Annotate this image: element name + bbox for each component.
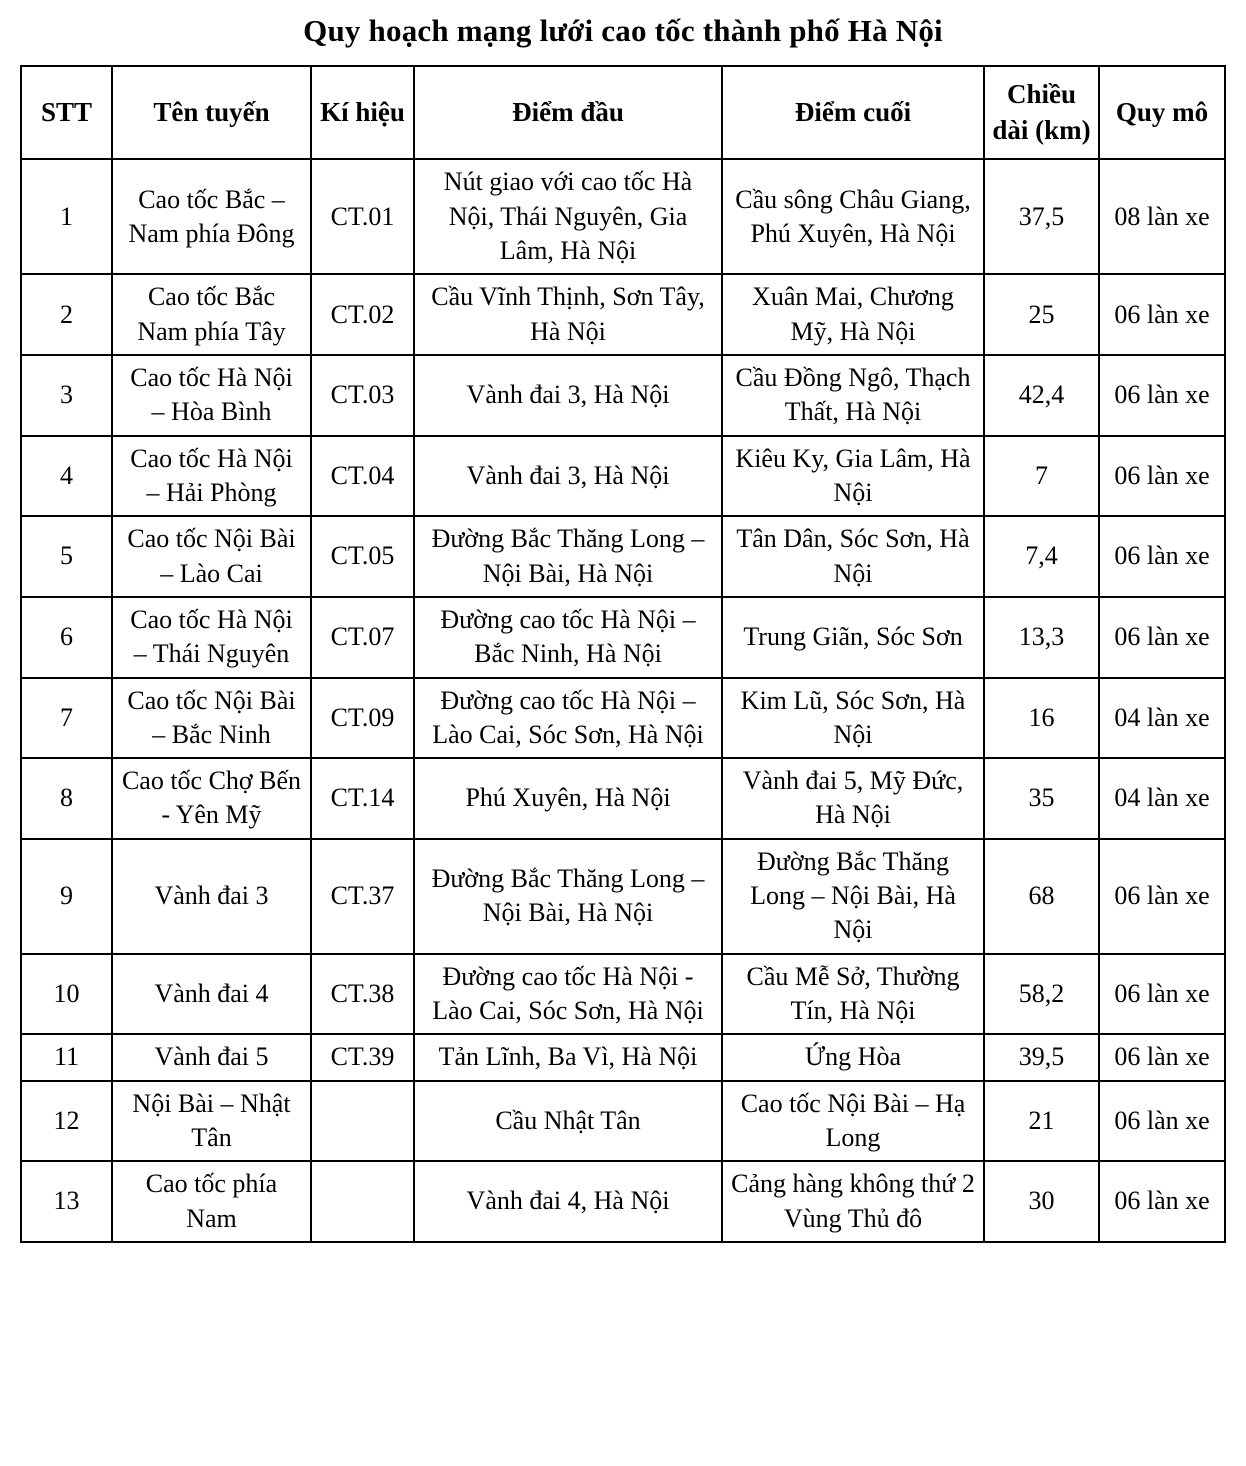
header-ki-hieu: Kí hiệu [311, 66, 414, 159]
table-body [21, 159, 1225, 1241]
table-row [21, 954, 1225, 1035]
cell-diem_cuoi: Trung Giãn, Sóc Sơn [722, 597, 984, 678]
cell-quy_mo: 06 làn xe [1099, 597, 1225, 678]
expressway-table [20, 65, 1226, 1243]
cell-quy_mo: 06 làn xe [1099, 274, 1225, 355]
cell-diem_cuoi: Kiêu Ky, Gia Lâm, Hà Nội [722, 436, 984, 517]
cell-diem_cuoi: Ứng Hòa [722, 1034, 984, 1080]
cell-quy_mo: 06 làn xe [1099, 1081, 1225, 1162]
cell-diem_cuoi: Vành đai 5, Mỹ Đức, Hà Nội [722, 758, 984, 839]
cell-diem_dau: Vành đai 3, Hà Nội [414, 355, 722, 436]
table-row [21, 355, 1225, 436]
table-header [21, 66, 1225, 159]
cell-quy_mo: 06 làn xe [1099, 1034, 1225, 1080]
cell-ten_tuyen: Cao tốc Hà Nội – Hải Phòng [112, 436, 311, 517]
table-row [21, 436, 1225, 517]
cell-ki_hieu: CT.03 [311, 355, 414, 436]
table-row [21, 516, 1225, 597]
cell-ten_tuyen: Cao tốc Bắc Nam phía Tây [112, 274, 311, 355]
cell-stt: 8 [21, 758, 112, 839]
cell-ten_tuyen: Cao tốc Nội Bài – Bắc Ninh [112, 678, 311, 759]
cell-ten_tuyen: Cao tốc Bắc – Nam phía Đông [112, 159, 311, 274]
cell-ki_hieu: CT.02 [311, 274, 414, 355]
cell-ki_hieu: CT.07 [311, 597, 414, 678]
cell-chieu_dai_km: 37,5 [984, 159, 1099, 274]
cell-ten_tuyen: Cao tốc Hà Nội – Thái Nguyên [112, 597, 311, 678]
cell-ten_tuyen: Cao tốc Hà Nội – Hòa Bình [112, 355, 311, 436]
cell-quy_mo: 06 làn xe [1099, 954, 1225, 1035]
cell-diem_dau: Vành đai 4, Hà Nội [414, 1161, 722, 1242]
cell-diem_dau: Nút giao với cao tốc Hà Nội, Thái Nguyên, Gia Lâm, Hà Nội [414, 159, 722, 274]
cell-diem_dau: Vành đai 3, Hà Nội [414, 436, 722, 517]
table-row [21, 758, 1225, 839]
cell-ten_tuyen: Nội Bài – Nhật Tân [112, 1081, 311, 1162]
cell-stt: 13 [21, 1161, 112, 1242]
cell-ki_hieu: CT.38 [311, 954, 414, 1035]
cell-quy_mo: 06 làn xe [1099, 516, 1225, 597]
cell-diem_cuoi: Đường Bắc Thăng Long – Nội Bài, Hà Nội [722, 839, 984, 954]
header-diem-cuoi: Điểm cuối [722, 66, 984, 159]
cell-chieu_dai_km: 42,4 [984, 355, 1099, 436]
cell-stt: 10 [21, 954, 112, 1035]
cell-ten_tuyen: Cao tốc phía Nam [112, 1161, 311, 1242]
cell-diem_dau: Tản Lĩnh, Ba Vì, Hà Nội [414, 1034, 722, 1080]
cell-chieu_dai_km: 30 [984, 1161, 1099, 1242]
cell-diem_cuoi: Xuân Mai, Chương Mỹ, Hà Nội [722, 274, 984, 355]
cell-diem_cuoi: Cầu sông Châu Giang, Phú Xuyên, Hà Nội [722, 159, 984, 274]
cell-diem_dau: Đường Bắc Thăng Long – Nội Bài, Hà Nội [414, 839, 722, 954]
cell-chieu_dai_km: 16 [984, 678, 1099, 759]
cell-stt: 7 [21, 678, 112, 759]
cell-diem_dau: Đường cao tốc Hà Nội - Lào Cai, Sóc Sơn, Hà Nội [414, 954, 722, 1035]
cell-ki_hieu [311, 1081, 414, 1162]
cell-diem_dau: Cầu Nhật Tân [414, 1081, 722, 1162]
table-row [21, 678, 1225, 759]
cell-quy_mo: 08 làn xe [1099, 159, 1225, 274]
cell-ki_hieu [311, 1161, 414, 1242]
cell-diem_cuoi: Cầu Đồng Ngô, Thạch Thất, Hà Nội [722, 355, 984, 436]
cell-ki_hieu: CT.14 [311, 758, 414, 839]
cell-stt: 1 [21, 159, 112, 274]
cell-diem_cuoi: Cầu Mễ Sở, Thường Tín, Hà Nội [722, 954, 984, 1035]
table-row [21, 839, 1225, 954]
cell-diem_cuoi: Cảng hàng không thứ 2 Vùng Thủ đô [722, 1161, 984, 1242]
cell-diem_dau: Đường cao tốc Hà Nội – Lào Cai, Sóc Sơn, Hà Nội [414, 678, 722, 759]
cell-ki_hieu: CT.01 [311, 159, 414, 274]
cell-stt: 6 [21, 597, 112, 678]
cell-diem_dau: Đường cao tốc Hà Nội – Bắc Ninh, Hà Nội [414, 597, 722, 678]
header-quy-mo: Quy mô [1099, 66, 1225, 159]
cell-chieu_dai_km: 21 [984, 1081, 1099, 1162]
cell-ten_tuyen: Vành đai 4 [112, 954, 311, 1035]
cell-chieu_dai_km: 58,2 [984, 954, 1099, 1035]
cell-stt: 5 [21, 516, 112, 597]
header-row [21, 66, 1225, 159]
cell-stt: 3 [21, 355, 112, 436]
cell-chieu_dai_km: 25 [984, 274, 1099, 355]
cell-chieu_dai_km: 35 [984, 758, 1099, 839]
cell-quy_mo: 06 làn xe [1099, 839, 1225, 954]
page-title: Quy hoạch mạng lưới cao tốc thành phố Hà Nội [303, 13, 943, 48]
cell-quy_mo: 04 làn xe [1099, 678, 1225, 759]
cell-ki_hieu: CT.09 [311, 678, 414, 759]
cell-ten_tuyen: Cao tốc Nội Bài – Lào Cai [112, 516, 311, 597]
cell-ki_hieu: CT.37 [311, 839, 414, 954]
cell-diem_cuoi: Kim Lũ, Sóc Sơn, Hà Nội [722, 678, 984, 759]
cell-quy_mo: 06 làn xe [1099, 355, 1225, 436]
header-stt: STT [21, 66, 112, 159]
cell-ki_hieu: CT.05 [311, 516, 414, 597]
cell-stt: 2 [21, 274, 112, 355]
cell-ten_tuyen: Vành đai 3 [112, 839, 311, 954]
table-row [21, 597, 1225, 678]
cell-diem_cuoi: Cao tốc Nội Bài – Hạ Long [722, 1081, 984, 1162]
cell-diem_dau: Phú Xuyên, Hà Nội [414, 758, 722, 839]
table-row [21, 1034, 1225, 1080]
cell-quy_mo: 04 làn xe [1099, 758, 1225, 839]
table-row [21, 159, 1225, 274]
cell-chieu_dai_km: 68 [984, 839, 1099, 954]
cell-stt: 12 [21, 1081, 112, 1162]
cell-ten_tuyen: Cao tốc Chợ Bến - Yên Mỹ [112, 758, 311, 839]
table-row [21, 1081, 1225, 1162]
cell-stt: 11 [21, 1034, 112, 1080]
table-row [21, 274, 1225, 355]
cell-diem_dau: Đường Bắc Thăng Long – Nội Bài, Hà Nội [414, 516, 722, 597]
cell-quy_mo: 06 làn xe [1099, 1161, 1225, 1242]
cell-stt: 9 [21, 839, 112, 954]
cell-chieu_dai_km: 7,4 [984, 516, 1099, 597]
cell-stt: 4 [21, 436, 112, 517]
cell-chieu_dai_km: 39,5 [984, 1034, 1099, 1080]
cell-chieu_dai_km: 13,3 [984, 597, 1099, 678]
cell-ten_tuyen: Vành đai 5 [112, 1034, 311, 1080]
cell-chieu_dai_km: 7 [984, 436, 1099, 517]
cell-ki_hieu: CT.04 [311, 436, 414, 517]
cell-diem_dau: Cầu Vĩnh Thịnh, Sơn Tây, Hà Nội [414, 274, 722, 355]
header-ten-tuyen: Tên tuyến [112, 66, 311, 159]
header-diem-dau: Điểm đầu [414, 66, 722, 159]
table-row [21, 1161, 1225, 1242]
cell-quy_mo: 06 làn xe [1099, 436, 1225, 517]
cell-diem_cuoi: Tân Dân, Sóc Sơn, Hà Nội [722, 516, 984, 597]
header-chieu-dai-km: Chiều dài (km) [984, 66, 1099, 159]
cell-ki_hieu: CT.39 [311, 1034, 414, 1080]
